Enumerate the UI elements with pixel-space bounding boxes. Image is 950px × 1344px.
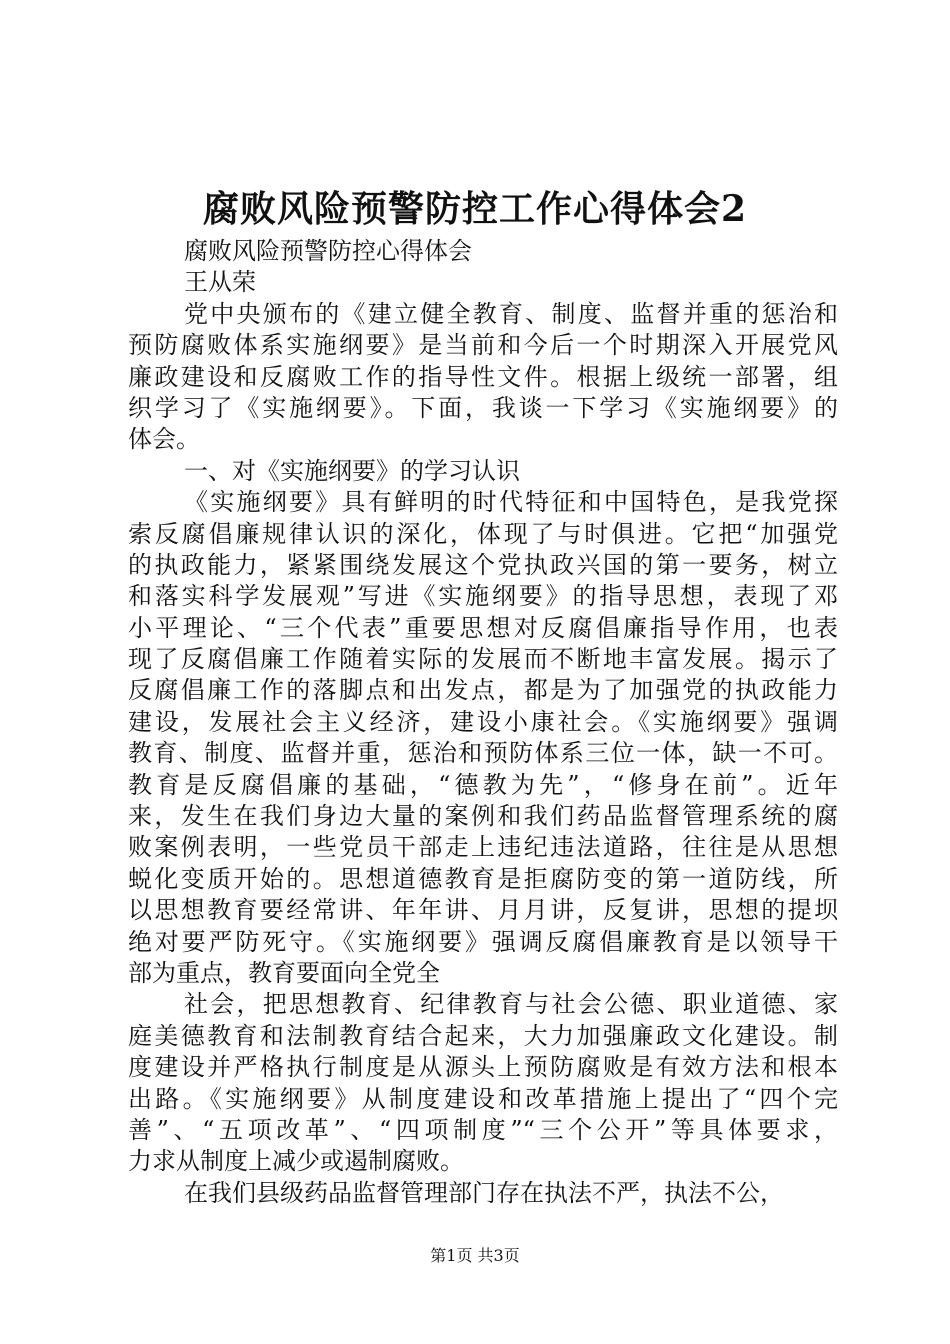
paragraph-line: 索反腐倡廉规律认识的深化，体现了与时俱进。它把“加强党: [128, 519, 838, 548]
paragraph-line: 力求从制度上减少或遏制腐败。: [128, 1147, 464, 1176]
paragraph-line: 《实施纲要》具有鲜明的时代特征和中国特色，是我党探: [184, 488, 838, 517]
paragraph-line: 党中央颁布的《建立健全教育、制度、监督并重的惩治和: [184, 299, 838, 328]
paragraph-line: 体会。: [128, 425, 200, 454]
paragraph-line: 庭美德教育和法制教育结合起来，大力加强廉政文化建设。制: [128, 1021, 838, 1050]
paragraph-line: 善”、“五项改革”、“四项制度”“三个公开”等具体要求，: [128, 1115, 838, 1144]
paragraph-line: 和落实科学发展观”写进《实施纲要》的指导思想，表现了邓: [128, 582, 838, 611]
paragraph-line: 在我们县级药品监督管理部门存在执法不严，执法不公，: [184, 1178, 784, 1207]
paragraph-line: 预防腐败体系实施纲要》是当前和今后一个时期深入开展党风: [128, 331, 838, 360]
paragraph-line: 建设，发展社会主义经济，建设小康社会。《实施纲要》强调: [128, 707, 838, 736]
paragraph-line: 度建设并严格执行制度是从源头上预防腐败是有效方法和根本: [128, 1053, 838, 1082]
paragraph-line: 部为重点，教育要面向全党全: [128, 958, 440, 987]
paragraph-line: 现了反腐倡廉工作随着实际的发展而不断地丰富发展。揭示了: [128, 645, 838, 674]
paragraph-line: 来，发生在我们身边大量的案例和我们药品监督管理系统的腐: [128, 802, 838, 831]
paragraph-line: 教育是反腐倡廉的基础，“德教为先”，“修身在前”。近年: [128, 770, 838, 799]
paragraph-line: 社会，把思想教育、纪律教育与社会公德、职业道德、家: [184, 990, 838, 1019]
author-line: 王从荣: [184, 268, 256, 297]
paragraph-line: 小平理论、“三个代表”重要思想对反腐倡廉指导作用，也表: [128, 613, 838, 642]
paragraph-line: 廉政建设和反腐败工作的指导性文件。根据上级统一部署，组: [128, 362, 838, 391]
document-body: [128, 236, 838, 1209]
paragraph-line: 蜕化变质开始的。思想道德教育是拒腐防变的第一道防线，所: [128, 864, 838, 893]
page-number-footer: 第1页 共3页: [430, 1246, 520, 1265]
paragraph-line: 织学习了《实施纲要》。下面，我谈一下学习《实施纲要》的: [128, 393, 838, 422]
paragraph-line: 绝对要严防死守。《实施纲要》强调反腐倡廉教育是以领导干: [128, 927, 838, 956]
paragraph-line: 教育、制度、监督并重，惩治和预防体系三位一体，缺一不可。: [128, 739, 838, 768]
section-heading: 一、对《实施纲要》的学习认识: [184, 456, 520, 485]
paragraph-line: 败案例表明，一些党员干部走上违纪违法道路，往往是从思想: [128, 833, 838, 862]
paragraph-line: 的执政能力，紧紧围绕发展这个党执政兴国的第一要务，树立: [128, 550, 838, 579]
paragraph-line: 以思想教育要经常讲、年年讲、月月讲，反复讲，思想的提坝: [128, 896, 838, 925]
document-title: 腐败风险预警防控工作心得体会2: [202, 188, 748, 230]
paragraph-line: 出路。《实施纲要》从制度建设和改革措施上提出了“四个完: [128, 1084, 838, 1113]
paragraph-line: 反腐倡廉工作的落脚点和出发点，都是为了加强党的执政能力: [128, 676, 838, 705]
subtitle-line: 腐败风险预警防控心得体会: [184, 237, 472, 265]
